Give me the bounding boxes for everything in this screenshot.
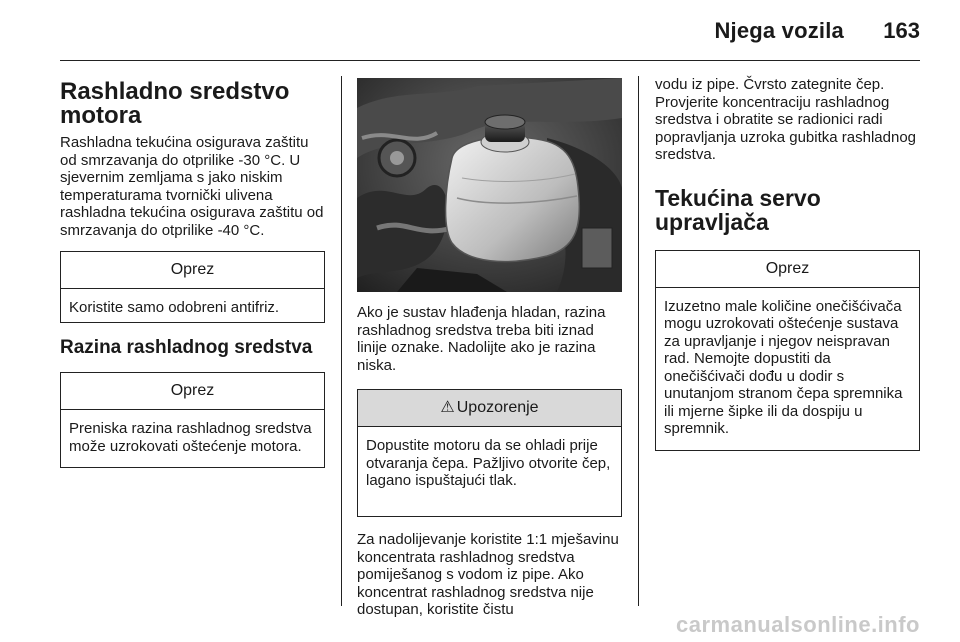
- warning-header: [358, 390, 621, 427]
- caution-text: Preniska razina rashladnog sredstva može uzrokovati oštećenje motora.: [69, 420, 312, 455]
- heading-power-steering-fluid: Tekućina servo upravljača: [655, 184, 821, 235]
- caution-title: Oprez: [61, 373, 324, 410]
- page-number: 163: [883, 18, 920, 43]
- column-divider: [341, 76, 342, 606]
- caution-text: Koristite samo odobreni antifriz.: [69, 299, 280, 316]
- watermark: carmanualsonline.info: [676, 612, 920, 637]
- caution-title: Oprez: [656, 251, 919, 288]
- heading-coolant-level: Razina rashladnog sredstva: [60, 337, 313, 358]
- check-level-paragraph: Ako je sustav hlađenja hladan, razina rashladnog sredstva treba biti iznad linije oznake. Nadolijte ako je razina niska.: [357, 304, 606, 374]
- header-rule: [60, 60, 920, 61]
- column-1: [60, 78, 325, 468]
- coolant-reservoir-illustration: [357, 78, 622, 292]
- caution-text: Izuzetno male količine onečišćivača mogu uzrokovati oštećenje sustava za upravljanje i njegov neispravan rad. Nemojte dopustiti da onečišćivači dođu u dodir s unutanjom stranom čepa spremnika ili mjerne šipke ili da dospiju u spremnik.: [664, 297, 903, 437]
- warning-triangle-icon: ⚠: [440, 399, 455, 416]
- coolant-paragraph: Rashladna tekućina osigurava zaštitu od smrzavanja do otprilike -30 °C. U sjevernim zemljama s jako niskim temperaturama tvornički ulivena rashladna tekućina osigurava zaštitu od smrzavanja do otprilike -40 °C.: [60, 134, 324, 239]
- caution-box: [60, 251, 325, 323]
- topup-paragraph: Za nadolijevanje koristite 1:1 mješavinu koncentrata rashladnog sredstva pomiješanog s vodom iz pipe. Ako koncentrat rashladnog sredstva nije dostupan, koristite čistu: [357, 531, 619, 618]
- caution-box: [655, 250, 920, 451]
- engine-bay-photo: [357, 78, 622, 292]
- caution-box: [60, 372, 325, 468]
- continued-paragraph: vodu iz pipe. Čvrsto zategnite čep. Provjerite koncentraciju rashladnog sredstva i obratite se radionici radi popravljanja uzroka gubitka rashladnog sredstva.: [655, 76, 917, 163]
- heading-coolant: Rashladno sredstvo motora: [60, 78, 290, 129]
- warning-title: Upozorenje: [456, 399, 539, 416]
- page-header: [0, 0, 960, 60]
- column-2: [357, 78, 622, 619]
- caution-title: Oprez: [61, 252, 324, 289]
- column-divider: [638, 76, 639, 606]
- column-3: [655, 78, 920, 451]
- warning-box: [357, 389, 622, 517]
- section-title: Njega vozila: [714, 18, 844, 43]
- warning-text: Dopustite motoru da se ohladi prije otvaranja čepa. Pažljivo otvorite čep, lagano ispuštajući tlak.: [366, 437, 611, 489]
